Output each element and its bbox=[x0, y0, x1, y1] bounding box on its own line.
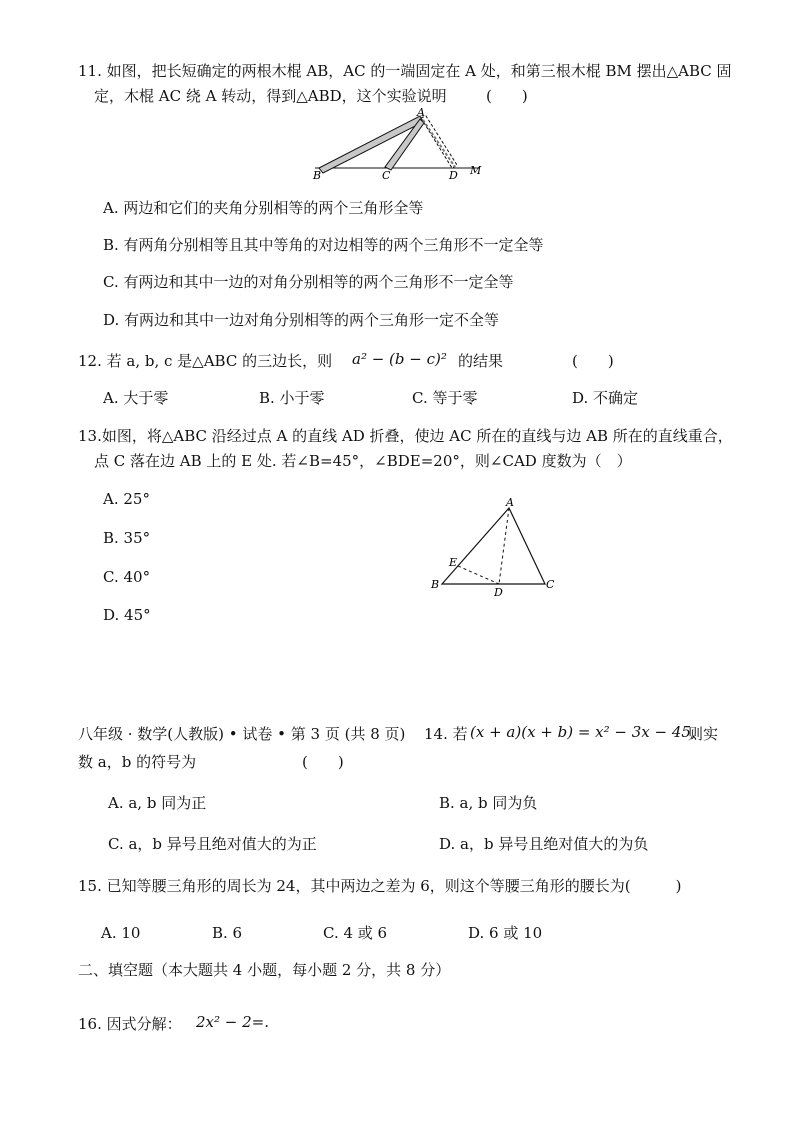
q16-expression: 2x² − 2=. bbox=[196, 1013, 270, 1031]
q12-stem-suffix: 的结果 bbox=[458, 352, 504, 370]
q12-answer-paren: ( ) bbox=[572, 352, 614, 370]
q11-label-d: D bbox=[449, 169, 458, 182]
q12-option-a: A. 大于零 bbox=[103, 389, 169, 407]
q12-option-c: C. 等于零 bbox=[412, 389, 478, 407]
q14-expression: (x + a)(x + b) = x² − 3x − 45, bbox=[470, 723, 696, 741]
q13-label-a: A bbox=[506, 496, 514, 509]
q15-option-b: B. 6 bbox=[212, 924, 243, 942]
q11-label-b: B bbox=[313, 169, 322, 182]
q13-label-b: B bbox=[431, 578, 440, 591]
q13-stem-line2: 点 C 落在边 AB 上的 E 处. 若∠B=45°，∠BDE=20°，则∠CAD 度数为（ ） bbox=[94, 452, 632, 470]
q12-option-d: D. 不确定 bbox=[572, 389, 639, 407]
q11-stem-line2: 定，木棍 AC 绕 A 转动，得到△ABD，这个实验说明 bbox=[94, 87, 447, 105]
q14-option-c: C. a，b 异号且绝对值大的为正 bbox=[108, 835, 317, 853]
section-heading-fill-in: 二、填空题（本大题共 4 小题，每小题 2 分，共 8 分） bbox=[78, 961, 451, 979]
q11-stem-line1: 11. 如图，把长短确定的两根木棍 AB，AC 的一端固定在 A 处，和第三根木棍 BM 摆出△ABC 固 bbox=[78, 62, 732, 80]
q13-option-b: B. 35° bbox=[103, 529, 151, 547]
q15-option-c: C. 4 或 6 bbox=[323, 924, 388, 942]
q14-stem-suffix: 则实 bbox=[688, 725, 719, 743]
q14-answer-paren: ( ) bbox=[302, 753, 344, 771]
q15-option-a: A. 10 bbox=[101, 924, 141, 942]
q14-option-b: B. a, b 同为负 bbox=[439, 794, 538, 812]
q14-stem-prefix: 14. 若 bbox=[424, 725, 468, 743]
q15-option-d: D. 6 或 10 bbox=[468, 924, 543, 942]
q12-expression: a² − (b − c)² bbox=[352, 350, 447, 368]
q11-figure bbox=[305, 104, 495, 184]
q11-label-a: A bbox=[417, 106, 425, 119]
page-footer: 八年级 · 数学(人教版) • 试卷 • 第 3 页 (共 8 页) bbox=[78, 725, 406, 743]
q11-label-m: M bbox=[470, 164, 482, 177]
q13-label-c: C bbox=[546, 578, 555, 591]
q13-stem-line1: 13.如图，将△ABC 沿经过点 A 的直线 AD 折叠，使边 AC 所在的直线与边 AB 所在的直线重合， bbox=[78, 427, 733, 445]
q16-stem-prefix: 16. 因式分解： bbox=[78, 1015, 182, 1033]
q13-label-e: E bbox=[449, 556, 458, 569]
q11-option-a: A. 两边和它们的夹角分别相等的两个三角形全等 bbox=[103, 199, 424, 217]
q14-option-a: A. a, b 同为正 bbox=[108, 794, 207, 812]
q11-option-d: D. 有两边和其中一边对角分别相等的两个三角形一定不全等 bbox=[103, 311, 500, 329]
q12-option-b: B. 小于零 bbox=[259, 389, 325, 407]
q13-figure bbox=[425, 492, 565, 602]
q13-option-a: A. 25° bbox=[103, 490, 150, 508]
q13-option-c: C. 40° bbox=[103, 568, 151, 586]
q11-label-c: C bbox=[382, 169, 391, 182]
q11-option-b: B. 有两角分别相等且其中等角的对边相等的两个三角形不一定全等 bbox=[103, 236, 544, 254]
q12-stem-prefix: 12. 若 a, b, c 是△ABC 的三边长，则 bbox=[78, 352, 333, 370]
q14-option-d: D. a，b 异号且绝对值大的为负 bbox=[439, 835, 649, 853]
q11-answer-paren: ( ) bbox=[486, 87, 528, 105]
q14-stem-line2: 数 a，b 的符号为 bbox=[78, 753, 197, 771]
q13-option-d: D. 45° bbox=[103, 606, 151, 624]
q13-label-d: D bbox=[494, 586, 503, 599]
q15-stem: 15. 已知等腰三角形的周长为 24，其中两边之差为 6，则这个等腰三角形的腰长为( ) bbox=[78, 877, 682, 895]
q11-option-c: C. 有两边和其中一边的对角分别相等的两个三角形不一定全等 bbox=[103, 273, 514, 291]
